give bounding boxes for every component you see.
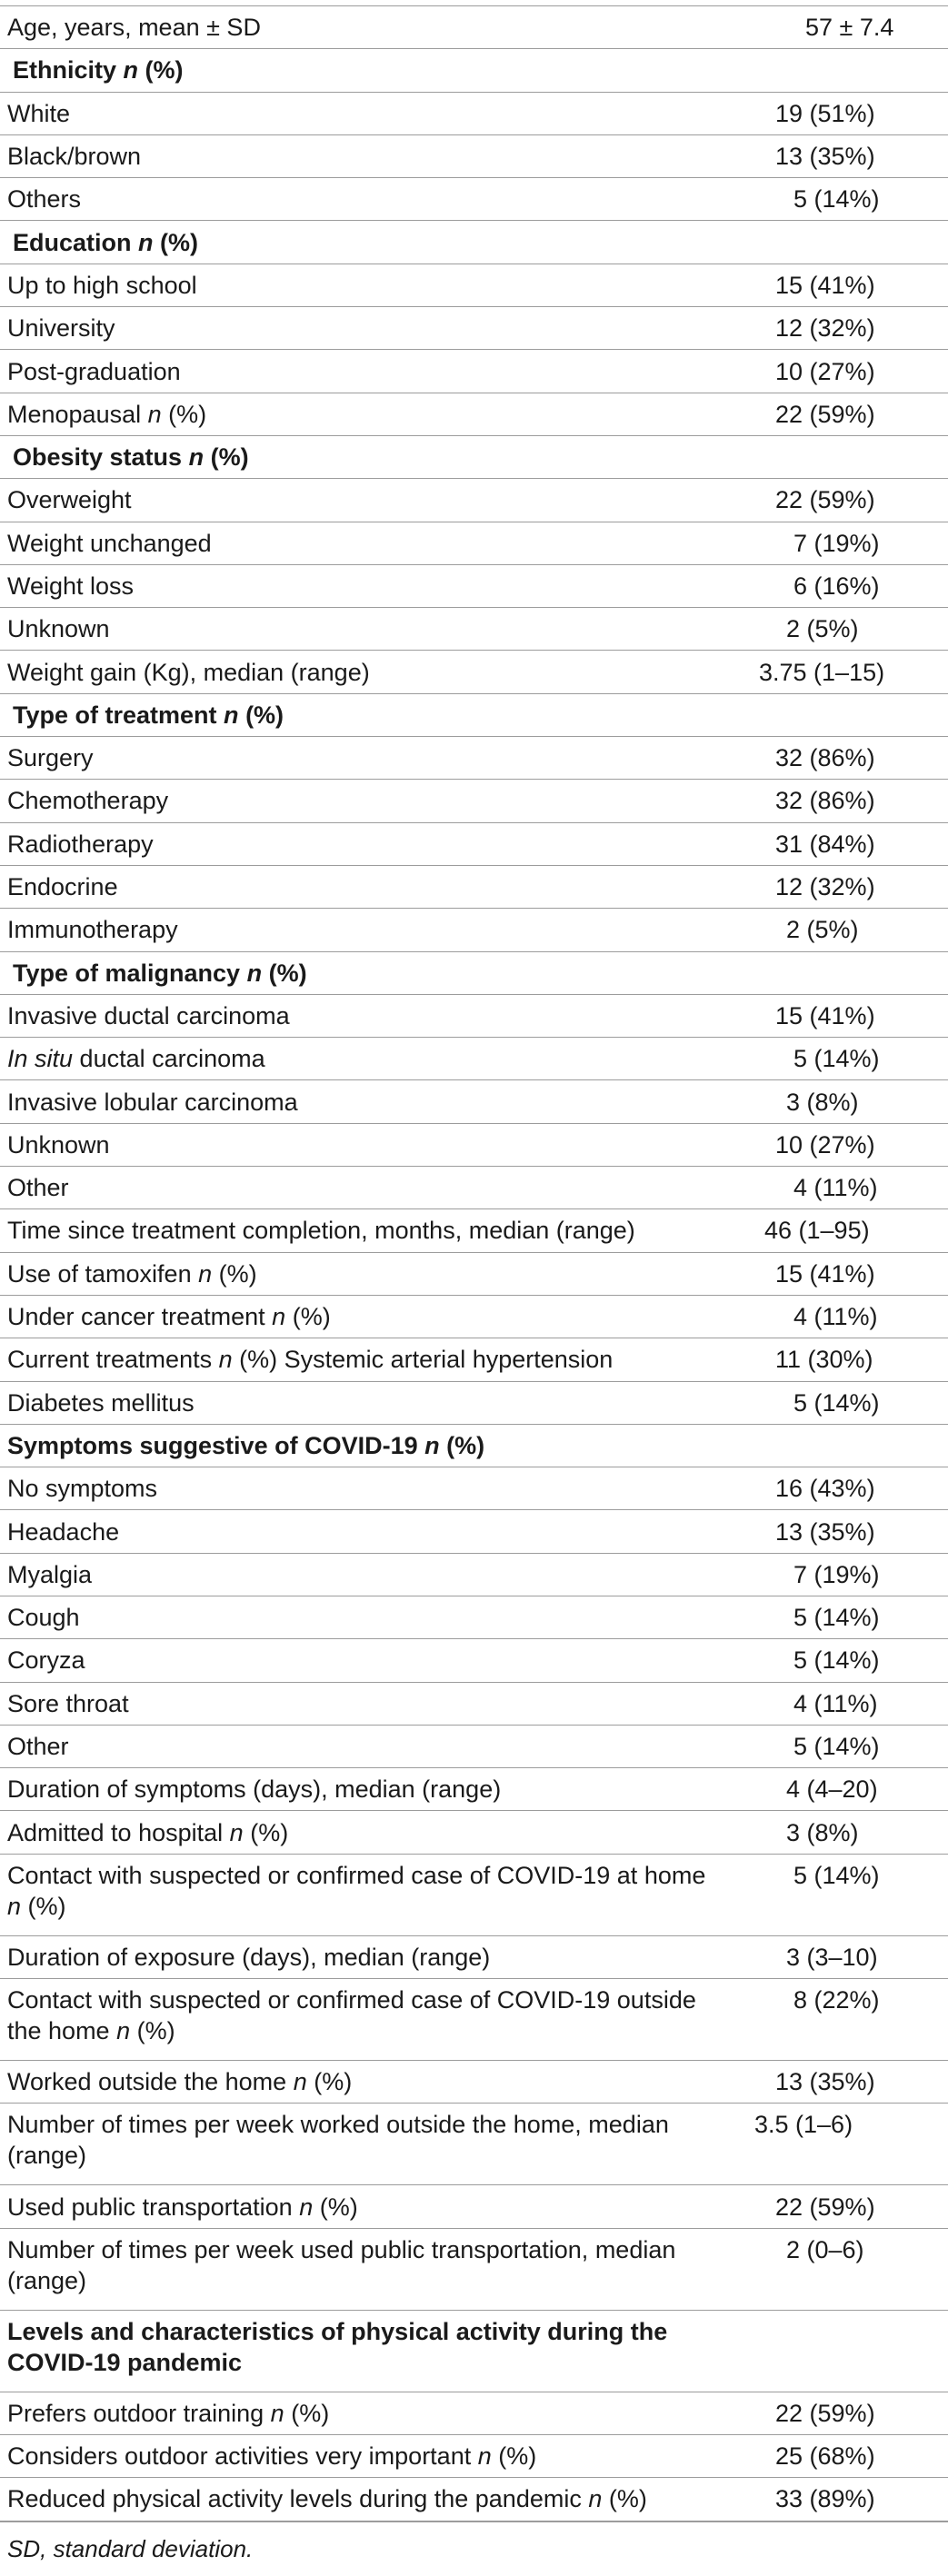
row-label-text: Black/brown: [7, 143, 142, 171]
row-label: [0, 1172, 718, 1203]
row-label-suffix: (%): [608, 2485, 647, 2513]
row-label-text: Weight loss: [7, 572, 135, 600]
row-label-text: Overweight: [7, 486, 132, 514]
row-label: [0, 399, 718, 430]
row-label-n: n: [299, 2193, 314, 2221]
row-label-suffix: (%): [250, 1818, 289, 1846]
row-label-text: Number of times per week worked outside the home, median (range): [7, 2111, 669, 2170]
row-value: 12 (32%): [775, 873, 875, 901]
row-value: 5 (14%): [793, 1861, 880, 1889]
row-label: [0, 356, 718, 387]
row-label-text: Number of times per week used public transportation, median (range): [7, 2235, 676, 2294]
row-label: [0, 1984, 718, 2046]
table-row: [0, 565, 948, 608]
table-row: [0, 1596, 948, 1639]
table-row: [0, 2185, 948, 2228]
row-value: 5 (14%): [793, 1604, 880, 1632]
row-label: [0, 1942, 718, 1973]
row-label: [0, 12, 718, 43]
row-value: 11 (30%): [775, 1346, 873, 1374]
table-row: [0, 1855, 948, 1936]
row-value: 3 (3–10): [786, 1943, 878, 1971]
table-row: [0, 1382, 948, 1425]
row-value: 19 (51%): [775, 99, 875, 127]
characteristics-table: [0, 5, 948, 2521]
table-row: [0, 1936, 948, 1979]
row-label-text: Unknown: [7, 615, 110, 643]
table-row: [0, 1726, 948, 1768]
row-label: [0, 1258, 718, 1289]
row-label-text: Surgery: [7, 744, 94, 772]
row-label-text: Other: [7, 1174, 69, 1202]
row-label-suffix: (%): [314, 2068, 353, 2096]
row-label-text: Education: [13, 228, 132, 256]
table-footnote: SD, standard deviation.: [0, 2521, 948, 2563]
table-row: [0, 1253, 948, 1296]
row-label-text: Weight gain (Kg), median (range): [7, 658, 370, 686]
row-label-text: No symptoms: [7, 1475, 158, 1503]
row-value: 33 (89%): [775, 2485, 875, 2513]
table-row: [0, 2229, 948, 2311]
row-label-n: n: [424, 1431, 440, 1459]
row-label-text: Chemotherapy: [7, 787, 169, 815]
row-label: [0, 55, 718, 85]
row-label-text: Other: [7, 1733, 69, 1761]
row-label: [0, 2192, 718, 2223]
table-row: [0, 479, 948, 522]
row-value: 7 (19%): [793, 529, 880, 557]
row-label: [0, 484, 718, 515]
table-row: [0, 651, 948, 693]
row-label: [0, 1473, 718, 1504]
row-label: [0, 1559, 718, 1590]
row-label-suffix: (%): [160, 228, 199, 256]
row-label-n: n: [198, 1259, 213, 1288]
row-label-text: Others: [7, 185, 82, 214]
row-label: [0, 98, 718, 129]
row-label-text: Unknown: [7, 1130, 110, 1159]
row-label-n: n: [270, 2399, 284, 2427]
row-label: [0, 914, 718, 945]
table-row: [0, 1038, 948, 1080]
row-label-text: Invasive ductal carcinoma: [7, 1001, 290, 1029]
row-label-suffix: (%): [446, 1431, 485, 1459]
row-label: [0, 2398, 718, 2429]
row-label-text: Radiotherapy: [7, 830, 154, 858]
row-value: 4 (11%): [793, 1303, 878, 1331]
row-label: [0, 700, 718, 731]
row-label-text: Weight unchanged: [7, 529, 212, 557]
row-label-text: Prefers outdoor training: [7, 2399, 264, 2427]
table-row: [0, 1683, 948, 1726]
table-row: [0, 2392, 948, 2435]
row-label-text: Diabetes mellitus: [7, 1388, 195, 1417]
row-label: [0, 571, 718, 602]
row-label: [0, 1301, 718, 1332]
table-row: [0, 1080, 948, 1123]
table-row: [0, 522, 948, 565]
row-label-suffix: (%): [291, 2399, 330, 2427]
row-label-text: Used public transportation: [7, 2193, 293, 2221]
table-row: [0, 178, 948, 221]
row-value: 5 (14%): [793, 1388, 880, 1417]
row-label: [0, 1087, 718, 1118]
row-value: 22 (59%): [775, 486, 875, 514]
row-label-text: Up to high school: [7, 271, 197, 299]
row-label-n: n: [188, 443, 205, 472]
row-label: [0, 2234, 718, 2296]
row-value: 13 (35%): [775, 2068, 875, 2096]
row-value: 5 (14%): [793, 1045, 880, 1073]
row-value: 3.75 (1–15): [759, 658, 885, 686]
row-value: 10 (27%): [775, 357, 875, 385]
table-row: [0, 1639, 948, 1682]
row-value: 31 (84%): [775, 830, 875, 858]
row-value: 25 (68%): [775, 2442, 875, 2471]
row-label-suffix: (%): [27, 1892, 66, 1920]
row-value: 22 (59%): [775, 400, 875, 428]
table-row: [0, 1338, 948, 1381]
row-label-text: Post-graduation: [7, 357, 181, 385]
row-label-text: Duration of symptoms (days), median (range): [7, 1775, 502, 1804]
table-row: [0, 995, 948, 1038]
row-value: 32 (86%): [775, 787, 875, 815]
table-row: [0, 307, 948, 350]
table-row: [0, 2478, 948, 2521]
row-label-text: Immunotherapy: [7, 916, 178, 944]
row-value: 3.5 (1–6): [754, 2111, 853, 2139]
row-label-n: n: [272, 1303, 286, 1331]
row-label-text: Symptoms suggestive of COVID-19: [7, 1431, 418, 1459]
row-label-suffix: (%): [498, 2442, 537, 2471]
row-value: 4 (11%): [793, 1689, 878, 1717]
table-section-header: [0, 436, 948, 479]
row-label-text: Menopausal: [7, 400, 142, 428]
row-label: [0, 1430, 718, 1461]
row-value: 5 (14%): [793, 1646, 880, 1675]
row-label-text: Cough: [7, 1604, 80, 1632]
row-label: [0, 528, 718, 559]
row-label-text: Use of tamoxifen: [7, 1259, 192, 1288]
row-value: 2 (0–6): [786, 2235, 864, 2263]
row-label-suffix: (%): [168, 400, 207, 428]
row-label: [0, 742, 718, 773]
row-label: [0, 1043, 718, 1074]
row-value: 15 (41%): [775, 271, 875, 299]
row-label-n: n: [293, 2068, 307, 2096]
table-row: [0, 1979, 948, 2061]
row-label: [0, 1215, 718, 1246]
row-value: 3 (8%): [786, 1088, 859, 1116]
table-row: [0, 2435, 948, 2478]
row-label-suffix: (%): [145, 56, 184, 85]
row-label: [0, 1517, 718, 1547]
row-label-text: Under cancer treatment: [7, 1303, 265, 1331]
row-label-text: Considers outdoor activities very important: [7, 2442, 472, 2471]
row-label-n: n: [588, 2485, 603, 2513]
row-label-suffix: (%) Systemic arterial hypertension: [239, 1346, 614, 1374]
row-label: [0, 184, 718, 214]
row-label: [0, 1860, 718, 1922]
row-value: 8 (22%): [793, 1986, 880, 2014]
table-row: [0, 1811, 948, 1854]
row-label-text: Current treatments: [7, 1346, 213, 1374]
row-label-text: Sore throat: [7, 1689, 129, 1717]
row-label: [0, 1129, 718, 1160]
row-label-text: Type of malignancy: [13, 959, 241, 987]
row-label-n: n: [229, 1818, 244, 1846]
row-label: [0, 1602, 718, 1633]
row-label: [0, 2316, 718, 2378]
row-label-text: Duration of exposure (days), median (range): [7, 1943, 491, 1971]
row-label: [0, 829, 718, 860]
row-value: 22 (59%): [775, 2193, 875, 2221]
row-label-text: Admitted to hospital: [7, 1818, 224, 1846]
row-label-n: n: [218, 1346, 233, 1374]
row-label-n: n: [116, 2017, 131, 2045]
row-label-text: Contact with suspected or confirmed case of COVID-19 at home: [7, 1861, 706, 1889]
table-row: [0, 6, 948, 49]
row-label-suffix: (%): [210, 443, 249, 472]
row-label: [0, 1817, 718, 1848]
table-section-header: [0, 1425, 948, 1467]
row-label-n: n: [224, 701, 239, 729]
row-value: 5 (14%): [793, 185, 880, 214]
row-value: 15 (41%): [775, 1001, 875, 1029]
row-value: 4 (4–20): [786, 1775, 878, 1804]
row-label: [0, 1731, 718, 1762]
row-label-text: Age, years, mean ± SD: [7, 14, 261, 42]
row-label: [0, 871, 718, 902]
table-row: [0, 350, 948, 393]
table-section-header: [0, 694, 948, 737]
row-value: 15 (41%): [775, 1259, 875, 1288]
table-row: [0, 608, 948, 651]
row-label-n: n: [138, 228, 154, 256]
row-label-suffix: (%): [136, 2017, 175, 2045]
row-label-n: n: [477, 2442, 492, 2471]
row-value: 13 (35%): [775, 1517, 875, 1546]
row-label: [0, 2109, 718, 2171]
table-row: [0, 264, 948, 307]
row-value: 16 (43%): [775, 1475, 875, 1503]
row-label-text: Levels and characteristics of physical activity during the COVID-19 pandemic: [7, 2317, 668, 2376]
row-label-suffix: (%): [292, 1303, 331, 1331]
row-label-text: Invasive lobular carcinoma: [7, 1088, 298, 1116]
row-label: [0, 613, 718, 644]
table-row: [0, 2104, 948, 2185]
row-value: 6 (16%): [793, 572, 880, 600]
row-label-suffix: (%): [245, 701, 284, 729]
row-label: [0, 227, 718, 258]
row-label-text: Worked outside the home: [7, 2068, 287, 2096]
row-label-text: Headache: [7, 1517, 120, 1546]
row-label-n: n: [147, 400, 162, 428]
row-label-text: Coryza: [7, 1646, 85, 1675]
row-label-text: Ethnicity: [13, 56, 117, 85]
row-label: [0, 1645, 718, 1676]
table-row: [0, 1124, 948, 1167]
row-label: [0, 313, 718, 343]
table-section-header: [0, 221, 948, 264]
table-row: [0, 1768, 948, 1811]
row-value: 4 (11%): [793, 1174, 878, 1202]
row-label: [0, 141, 718, 172]
row-label-text: University: [7, 314, 115, 343]
row-label-text: Time since treatment completion, months, median (range): [7, 1217, 635, 1245]
row-label-italic: In situ: [7, 1045, 74, 1073]
row-label: [0, 1344, 718, 1375]
table-row: [0, 93, 948, 135]
row-value: 2 (5%): [786, 916, 859, 944]
row-label: [0, 785, 718, 816]
table-section-header: [0, 952, 948, 995]
table-row: [0, 1296, 948, 1338]
row-label: [0, 657, 718, 688]
row-label-text: ductal carcinoma: [73, 1045, 265, 1073]
row-value: 10 (27%): [775, 1130, 875, 1159]
row-value: 57 ± 7.4: [805, 14, 894, 42]
row-value: 5 (14%): [793, 1733, 880, 1761]
table-section-header: [0, 49, 948, 92]
row-value: 32 (86%): [775, 744, 875, 772]
row-label: [0, 270, 718, 301]
row-value: 13 (35%): [775, 143, 875, 171]
table-row: [0, 1510, 948, 1553]
row-label: [0, 442, 718, 472]
table-row: [0, 1209, 948, 1252]
table-section-header: [0, 2311, 948, 2392]
table-row: [0, 1467, 948, 1510]
row-label: [0, 1387, 718, 1418]
table-row: [0, 135, 948, 178]
row-label: [0, 1774, 718, 1805]
row-label: [0, 2441, 718, 2472]
row-label: [0, 958, 718, 989]
row-label-n: n: [7, 1892, 22, 1920]
row-label-suffix: (%): [319, 2193, 358, 2221]
row-label-suffix: (%): [218, 1259, 257, 1288]
row-label-text: Myalgia: [7, 1560, 93, 1588]
row-value: 7 (19%): [793, 1560, 880, 1588]
row-label: [0, 1000, 718, 1031]
row-label: [0, 2483, 718, 2514]
table-row: [0, 780, 948, 822]
row-label: [0, 2066, 718, 2097]
row-label-text: Endocrine: [7, 873, 118, 901]
row-label-n: n: [123, 56, 139, 85]
row-value: 22 (59%): [775, 2399, 875, 2427]
table-row: [0, 737, 948, 780]
row-label-text: Contact with suspected or confirmed case of COVID-19 outside the home: [7, 1986, 696, 2045]
row-label: [0, 1688, 718, 1719]
row-label-text: Type of treatment: [13, 701, 217, 729]
row-label-text: White: [7, 99, 71, 127]
row-label-suffix: (%): [268, 959, 307, 987]
row-value: 2 (5%): [786, 615, 859, 643]
table-row: [0, 866, 948, 909]
table-row: [0, 1554, 948, 1596]
row-value: 46 (1–95): [764, 1217, 870, 1245]
table-row: [0, 393, 948, 436]
table-row: [0, 2061, 948, 2104]
row-value: 3 (8%): [786, 1818, 859, 1846]
table-row: [0, 909, 948, 951]
row-label-n: n: [246, 959, 263, 987]
row-label-text: Reduced physical activity levels during the pandemic: [7, 2485, 582, 2513]
row-label-text: Obesity status: [13, 443, 183, 472]
table-row: [0, 823, 948, 866]
table-row: [0, 1167, 948, 1209]
row-value: 12 (32%): [775, 314, 875, 343]
